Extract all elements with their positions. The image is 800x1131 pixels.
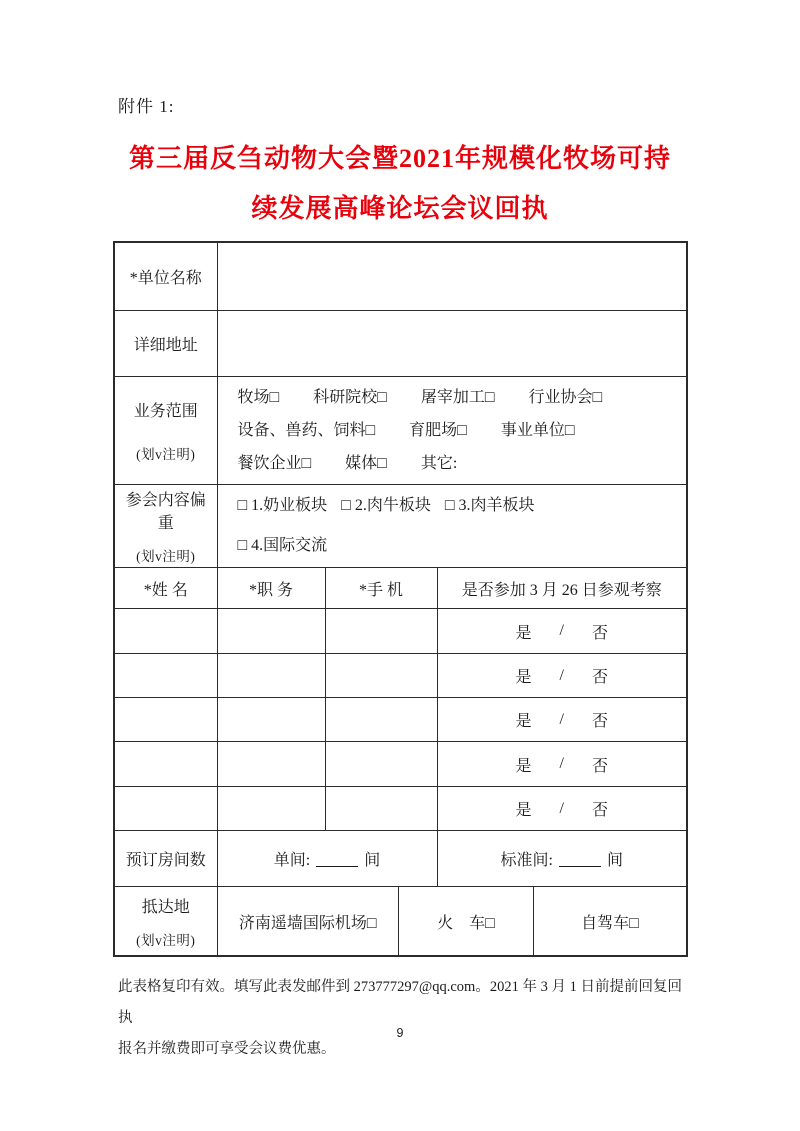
rooms-label: 预订房间数 bbox=[114, 831, 217, 887]
single-room-unit: 间 bbox=[364, 852, 381, 869]
business-scope-label: 业务范围 bbox=[133, 403, 198, 420]
yes-choice[interactable]: 是 bbox=[515, 713, 532, 730]
table-row bbox=[114, 311, 687, 377]
attendee-tour-cell bbox=[437, 609, 687, 654]
name-header: *姓 名 bbox=[114, 568, 217, 609]
standard-room-unit: 间 bbox=[606, 852, 623, 869]
no-choice[interactable]: 否 bbox=[591, 802, 608, 819]
checkbox-option-catering[interactable]: 餐饮企业□ bbox=[237, 455, 312, 472]
yes-choice[interactable]: 是 bbox=[515, 802, 532, 819]
no-choice[interactable]: 否 bbox=[591, 624, 608, 642]
arrival-row bbox=[114, 887, 687, 957]
content-preference-label-line1: 参会内容偏 bbox=[125, 492, 206, 509]
checkbox-option-train[interactable]: 火 车□ bbox=[398, 887, 533, 955]
attendee-phone-cell[interactable] bbox=[325, 609, 437, 654]
checkbox-option-slaughter[interactable]: 屠宰加工□ bbox=[420, 389, 495, 406]
yesno-separator: / bbox=[559, 755, 564, 772]
attendee-row bbox=[114, 698, 687, 742]
attendee-name-cell[interactable] bbox=[114, 742, 217, 787]
checkbox-option-beef[interactable]: □ 2.肉牛板块 bbox=[341, 497, 431, 514]
attendee-name-cell[interactable] bbox=[114, 698, 217, 742]
standard-room-label: 标准间: bbox=[500, 852, 553, 869]
content-preference-label-cell bbox=[114, 485, 217, 568]
single-room-label: 单间: bbox=[273, 852, 311, 869]
yes-choice[interactable]: 是 bbox=[515, 624, 532, 642]
yes-choice[interactable]: 是 bbox=[515, 757, 532, 775]
business-scope-options-cell bbox=[217, 377, 687, 485]
footer-line1: 此表格复印有效。填写此表发邮件到 273777297@qq.com。2021 年 3 月 1 日前提前回复回执 bbox=[118, 979, 682, 1026]
rooms-row bbox=[114, 831, 687, 887]
no-choice[interactable]: 否 bbox=[591, 669, 608, 686]
attendee-position-cell[interactable] bbox=[217, 609, 325, 654]
attendee-row bbox=[114, 787, 687, 831]
tour-header: 是否参加 3 月 26 日参观考察 bbox=[437, 568, 687, 609]
other-option-label[interactable]: 其它: bbox=[420, 455, 458, 472]
attendee-row bbox=[114, 742, 687, 787]
attendee-phone-cell[interactable] bbox=[325, 698, 437, 742]
page-title-line1: 第三届反刍动物大会暨2021年规模化牧场可持 bbox=[128, 144, 671, 173]
checkbox-option-equipment[interactable]: 设备、兽药、饲料□ bbox=[237, 422, 376, 439]
single-room-blank[interactable] bbox=[316, 850, 358, 867]
arrival-options-cell bbox=[217, 887, 687, 957]
yesno-separator: / bbox=[559, 666, 564, 684]
table-row bbox=[114, 242, 687, 311]
attendee-header-row bbox=[114, 568, 687, 609]
yesno-separator: / bbox=[559, 622, 564, 639]
checkbox-option-institution[interactable]: 事业单位□ bbox=[500, 422, 575, 439]
address-label: 详细地址 bbox=[114, 311, 217, 377]
tick-note: (划v注明) bbox=[136, 932, 196, 948]
standard-room-blank[interactable] bbox=[559, 850, 601, 867]
attendee-position-cell[interactable] bbox=[217, 698, 325, 742]
checkbox-option-pasture[interactable]: 牧场□ bbox=[237, 389, 280, 406]
checkbox-option-association[interactable]: 行业协会□ bbox=[528, 389, 603, 406]
checkbox-option-car[interactable]: 自驾车□ bbox=[533, 887, 686, 955]
attendee-name-cell[interactable] bbox=[114, 654, 217, 698]
address-field[interactable] bbox=[217, 311, 687, 377]
arrival-label-cell bbox=[114, 887, 217, 957]
checkbox-option-airport[interactable]: 济南遥墙国际机场□ bbox=[238, 914, 377, 932]
page-number: 9 bbox=[396, 1026, 404, 1040]
tick-note: (划v注明) bbox=[136, 447, 196, 462]
footer-note bbox=[118, 972, 693, 1065]
checkbox-option-dairy[interactable]: □ 1.奶业板块 bbox=[237, 497, 328, 514]
yes-choice[interactable]: 是 bbox=[515, 669, 532, 686]
attendee-tour-cell bbox=[437, 787, 687, 831]
footer-line2: 报名并缴费即可享受会议费优惠。 bbox=[118, 1041, 336, 1057]
attendee-row bbox=[114, 609, 687, 654]
attendee-position-cell[interactable] bbox=[217, 654, 325, 698]
attendee-tour-cell bbox=[437, 742, 687, 787]
no-choice[interactable]: 否 bbox=[591, 713, 608, 730]
checkbox-option-fattening[interactable]: 育肥场□ bbox=[409, 422, 467, 439]
checkbox-option-mutton[interactable]: □ 3.肉羊板块 bbox=[444, 497, 535, 514]
attendee-tour-cell bbox=[437, 698, 687, 742]
content-preference-label-line2: 重 bbox=[157, 515, 174, 532]
single-room-cell bbox=[217, 831, 437, 887]
attendee-position-cell[interactable] bbox=[217, 787, 325, 831]
phone-header: *手 机 bbox=[325, 568, 437, 609]
standard-room-cell bbox=[437, 831, 687, 887]
attachment-label: 附件 1: bbox=[118, 97, 175, 116]
attendee-phone-cell[interactable] bbox=[325, 742, 437, 787]
attendee-phone-cell[interactable] bbox=[325, 787, 437, 831]
tick-note: (划v注明) bbox=[136, 549, 196, 564]
unit-name-label: *单位名称 bbox=[114, 242, 217, 311]
attendee-tour-cell bbox=[437, 654, 687, 698]
unit-name-field[interactable] bbox=[217, 242, 687, 311]
attendee-name-cell[interactable] bbox=[114, 787, 217, 831]
business-scope-label-cell bbox=[114, 377, 217, 485]
page-title bbox=[0, 134, 800, 234]
checkbox-option-media[interactable]: 媒体□ bbox=[345, 455, 387, 472]
table-row bbox=[114, 485, 687, 568]
attendee-phone-cell[interactable] bbox=[325, 654, 437, 698]
arrival-label: 抵达地 bbox=[141, 898, 190, 916]
position-header: *职 务 bbox=[217, 568, 325, 609]
no-choice[interactable]: 否 bbox=[591, 757, 608, 775]
checkbox-option-international[interactable]: □ 4.国际交流 bbox=[237, 537, 328, 554]
checkbox-option-research[interactable]: 科研院校□ bbox=[313, 389, 387, 406]
page-title-line2: 续发展高峰论坛会议回执 bbox=[251, 194, 549, 223]
attendee-row bbox=[114, 654, 687, 698]
registration-form-table bbox=[113, 241, 688, 957]
content-preference-options-cell bbox=[217, 485, 687, 568]
yesno-separator: / bbox=[559, 799, 564, 817]
yesno-separator: / bbox=[559, 710, 564, 728]
attendee-name-cell[interactable] bbox=[114, 609, 217, 654]
attendee-position-cell[interactable] bbox=[217, 742, 325, 787]
table-row bbox=[114, 377, 687, 485]
